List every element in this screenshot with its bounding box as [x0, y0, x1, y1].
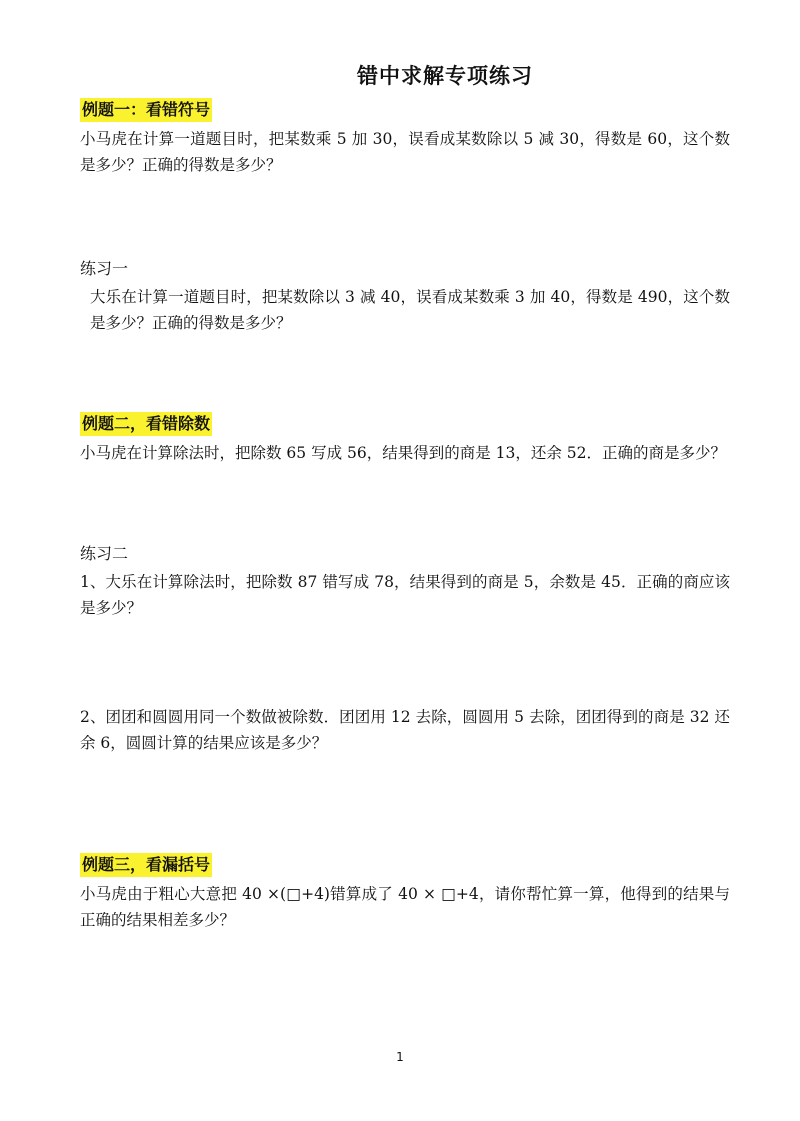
- example-2-heading: 例题二，看错除数: [80, 412, 212, 436]
- practice-1-heading: 练习一: [80, 259, 129, 278]
- page-title: 错中求解专项练习: [357, 63, 533, 88]
- practice-2-item-2: 2、团团和圆圆用同一个数做被除数．团团用 12 去除，圆圆用 5 去除，团团得到的商是 32 还余 6，圆圆计算的结果应该是多少？: [80, 708, 730, 752]
- example-2: [80, 412, 730, 466]
- practice-1-text: 大乐在计算一道题目时，把某数除以 3 减 40，误看成某数乘 3 加 40，得数是 490，这个数是多少？正确的得数是多少？: [90, 288, 730, 332]
- example-3: [80, 853, 730, 933]
- page-number: 1: [396, 1050, 404, 1064]
- practice-2: [80, 543, 730, 621]
- example-1-heading: 例题一：看错符号: [80, 98, 212, 122]
- example-2-text: 小马虎在计算除法时，把除数 65 写成 56，结果得到的商是 13，还余 52．正确的商是多少？: [80, 444, 727, 462]
- example-3-text: 小马虎由于粗心大意把 40 ×(□+4)错算成了 40 × □+4，请你帮忙算一算，他得到的结果与正确的结果相差多少？: [80, 885, 730, 929]
- example-1-text: 小马虎在计算一道题目时，把某数乘 5 加 30，误看成某数除以 5 减 30，得数是 60，这个数是多少？正确的得数是多少？: [80, 130, 730, 174]
- example-1: [80, 98, 730, 178]
- example-3-heading: 例题三，看漏括号: [80, 853, 212, 877]
- practice-2-item-1: 1、大乐在计算除法时，把除数 87 错写成 78，结果得到的商是 5，余数是 45．正确的商应该是多少？: [80, 573, 730, 617]
- practice-2-part-2: [80, 700, 730, 756]
- practice-1: [80, 258, 730, 336]
- practice-2-heading: 练习二: [80, 544, 129, 563]
